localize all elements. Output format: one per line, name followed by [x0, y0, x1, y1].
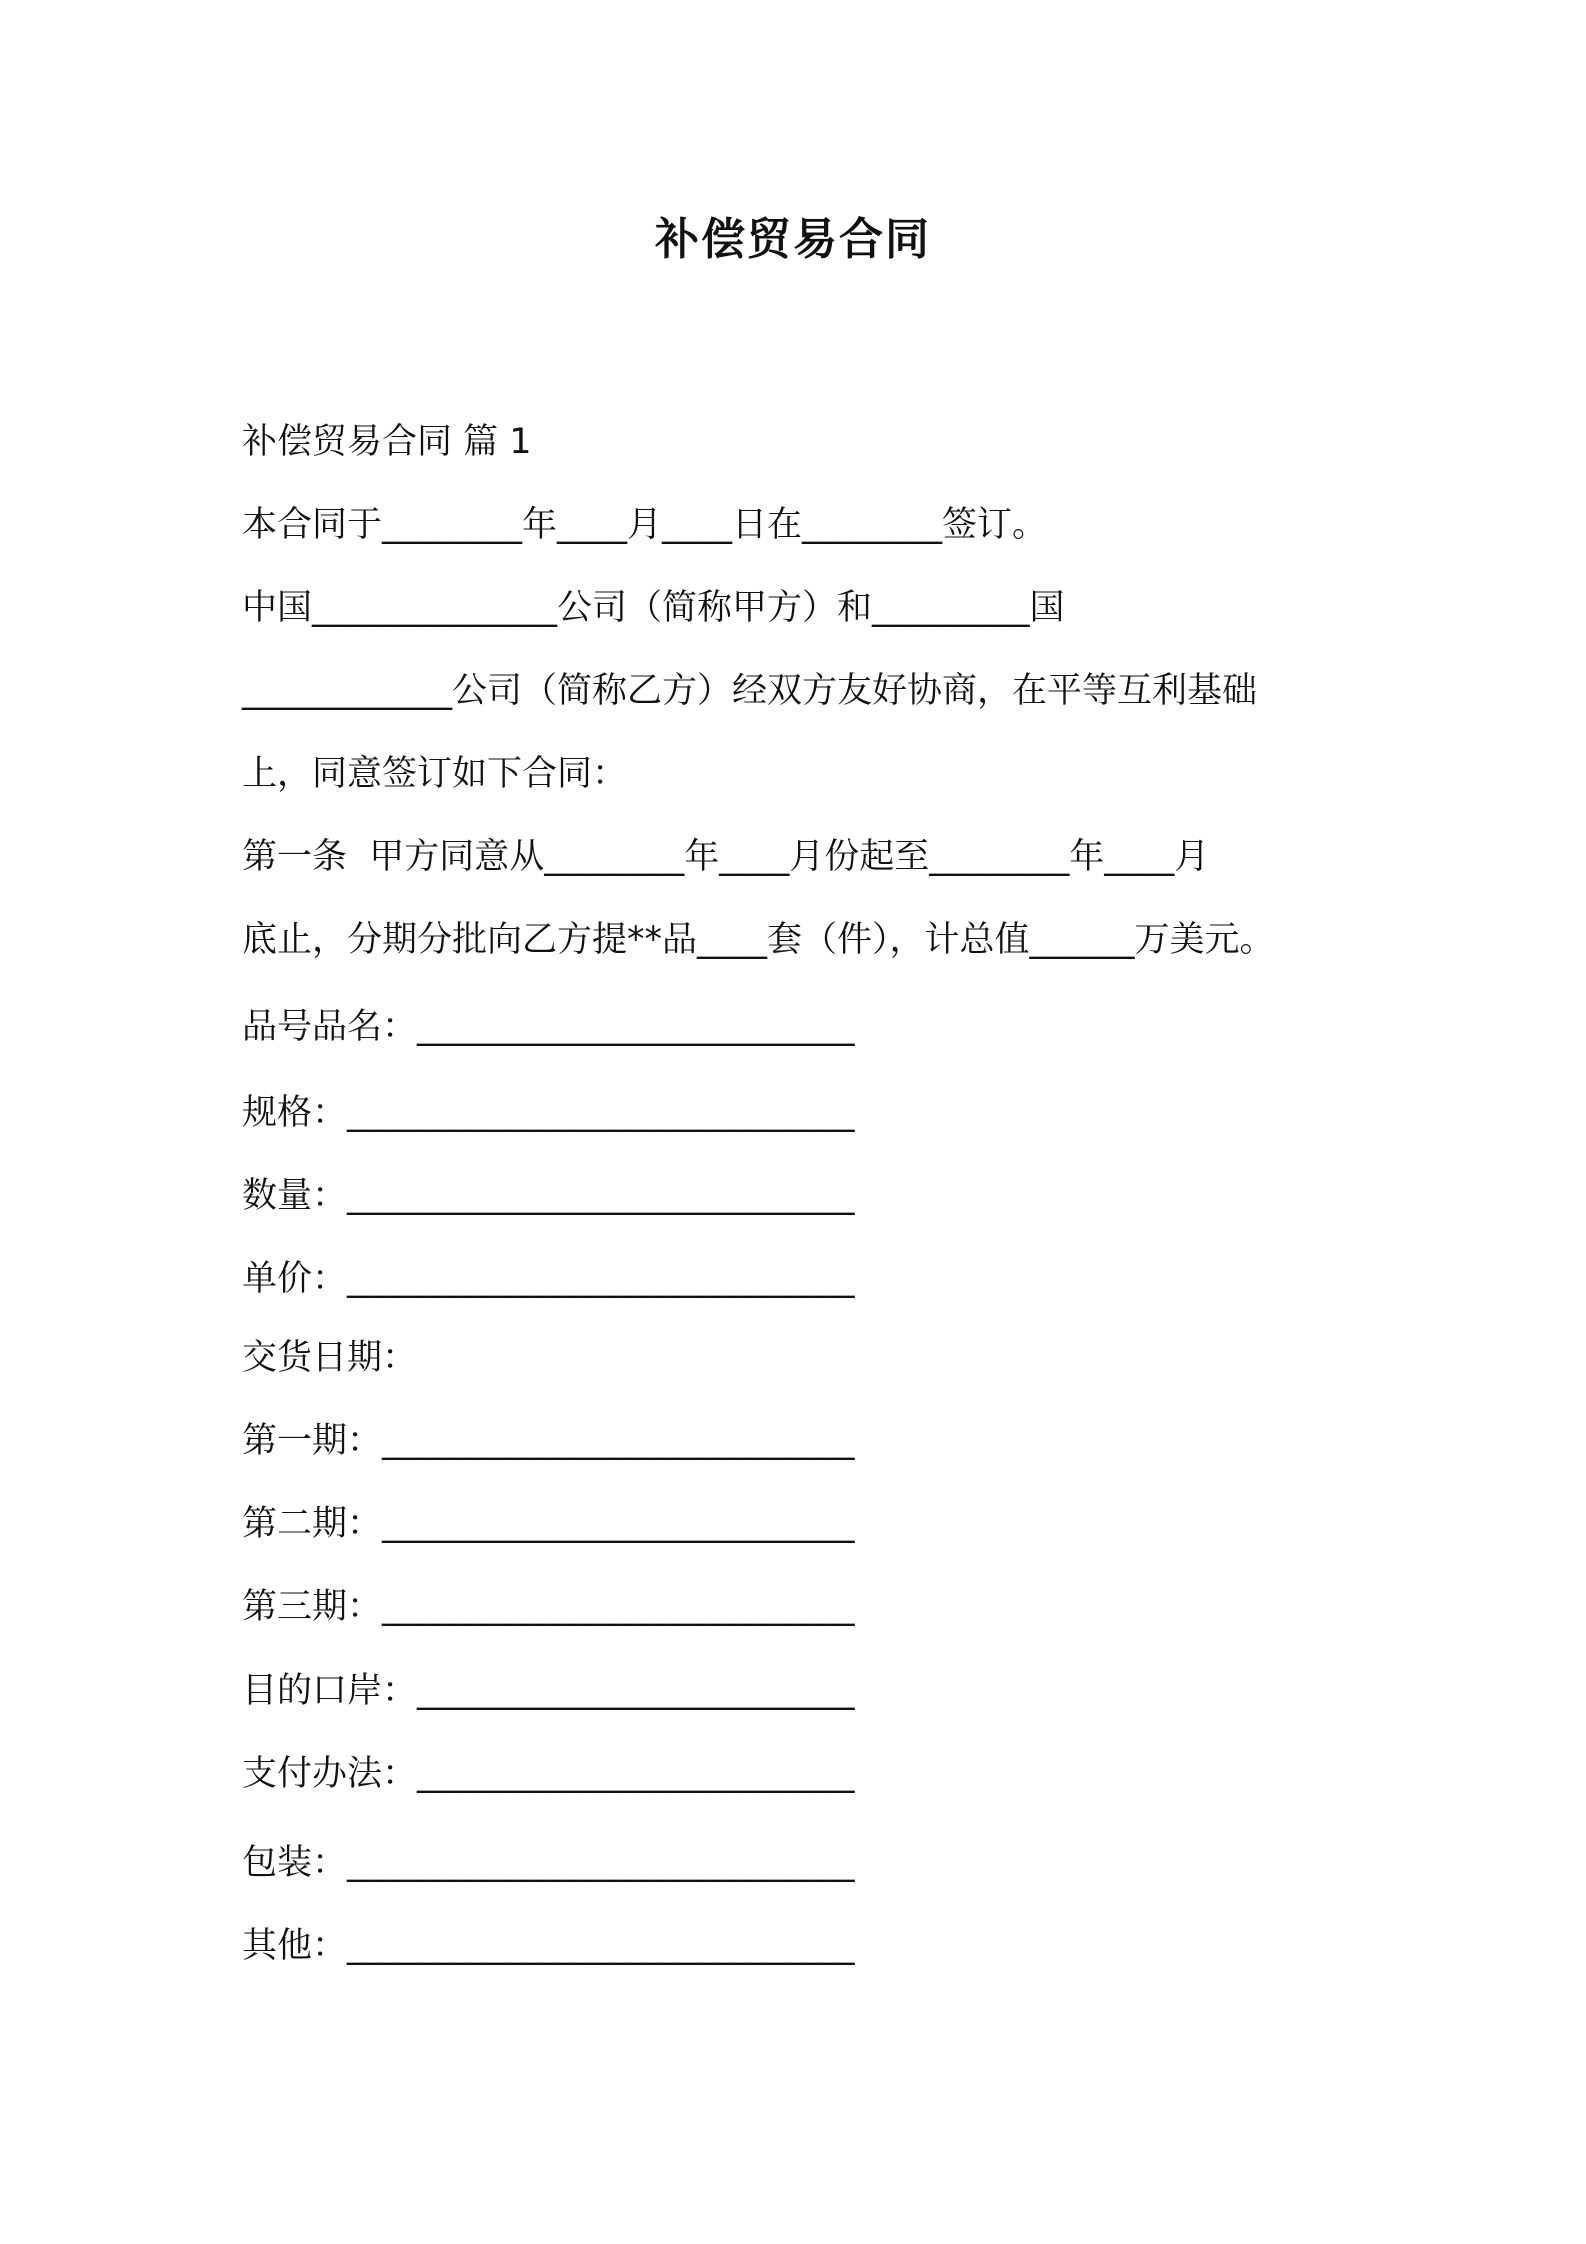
field-unit-price: 单价：_____________________________: [242, 1259, 855, 1299]
field-quantity: 数量：_____________________________: [242, 1176, 855, 1216]
field-destination-port: 目的口岸：_________________________: [242, 1671, 855, 1711]
field-other: 其他：_____________________________: [242, 1926, 855, 1966]
field-delivery-date: 交货日期：: [242, 1338, 418, 1378]
field-specification: 规格：_____________________________: [242, 1093, 855, 1133]
field-packaging: 包装：_____________________________: [242, 1843, 855, 1883]
parties-paragraph-line-2: ____________公司（简称乙方）经双方友好协商，在平等互利基础: [242, 671, 1258, 711]
parties-paragraph-line-3: 上，同意签订如下合同：: [242, 754, 628, 794]
field-phase-2: 第二期：___________________________: [242, 1504, 855, 1544]
parties-paragraph-line-1: 中国______________公司（简称甲方）和_________国: [242, 588, 1065, 628]
field-payment-method: 支付办法：_________________________: [242, 1754, 855, 1794]
article-1-line-2: 底止，分期分批向乙方提**品____套（件），计总值______万美元。: [242, 920, 1275, 960]
article-1-line-1: 第一条 甲方同意从________年____月份起至________年____月: [242, 837, 1210, 877]
document-title: 补偿贸易合同: [655, 214, 931, 265]
field-product-name: 品号品名：_________________________: [242, 1007, 855, 1047]
section-heading: 补偿贸易合同 篇 1: [242, 422, 532, 462]
field-phase-3: 第三期：___________________________: [242, 1587, 855, 1627]
contract-date-paragraph: 本合同于________年____月____日在________签订。: [242, 505, 1048, 545]
field-phase-1: 第一期：___________________________: [242, 1421, 855, 1461]
